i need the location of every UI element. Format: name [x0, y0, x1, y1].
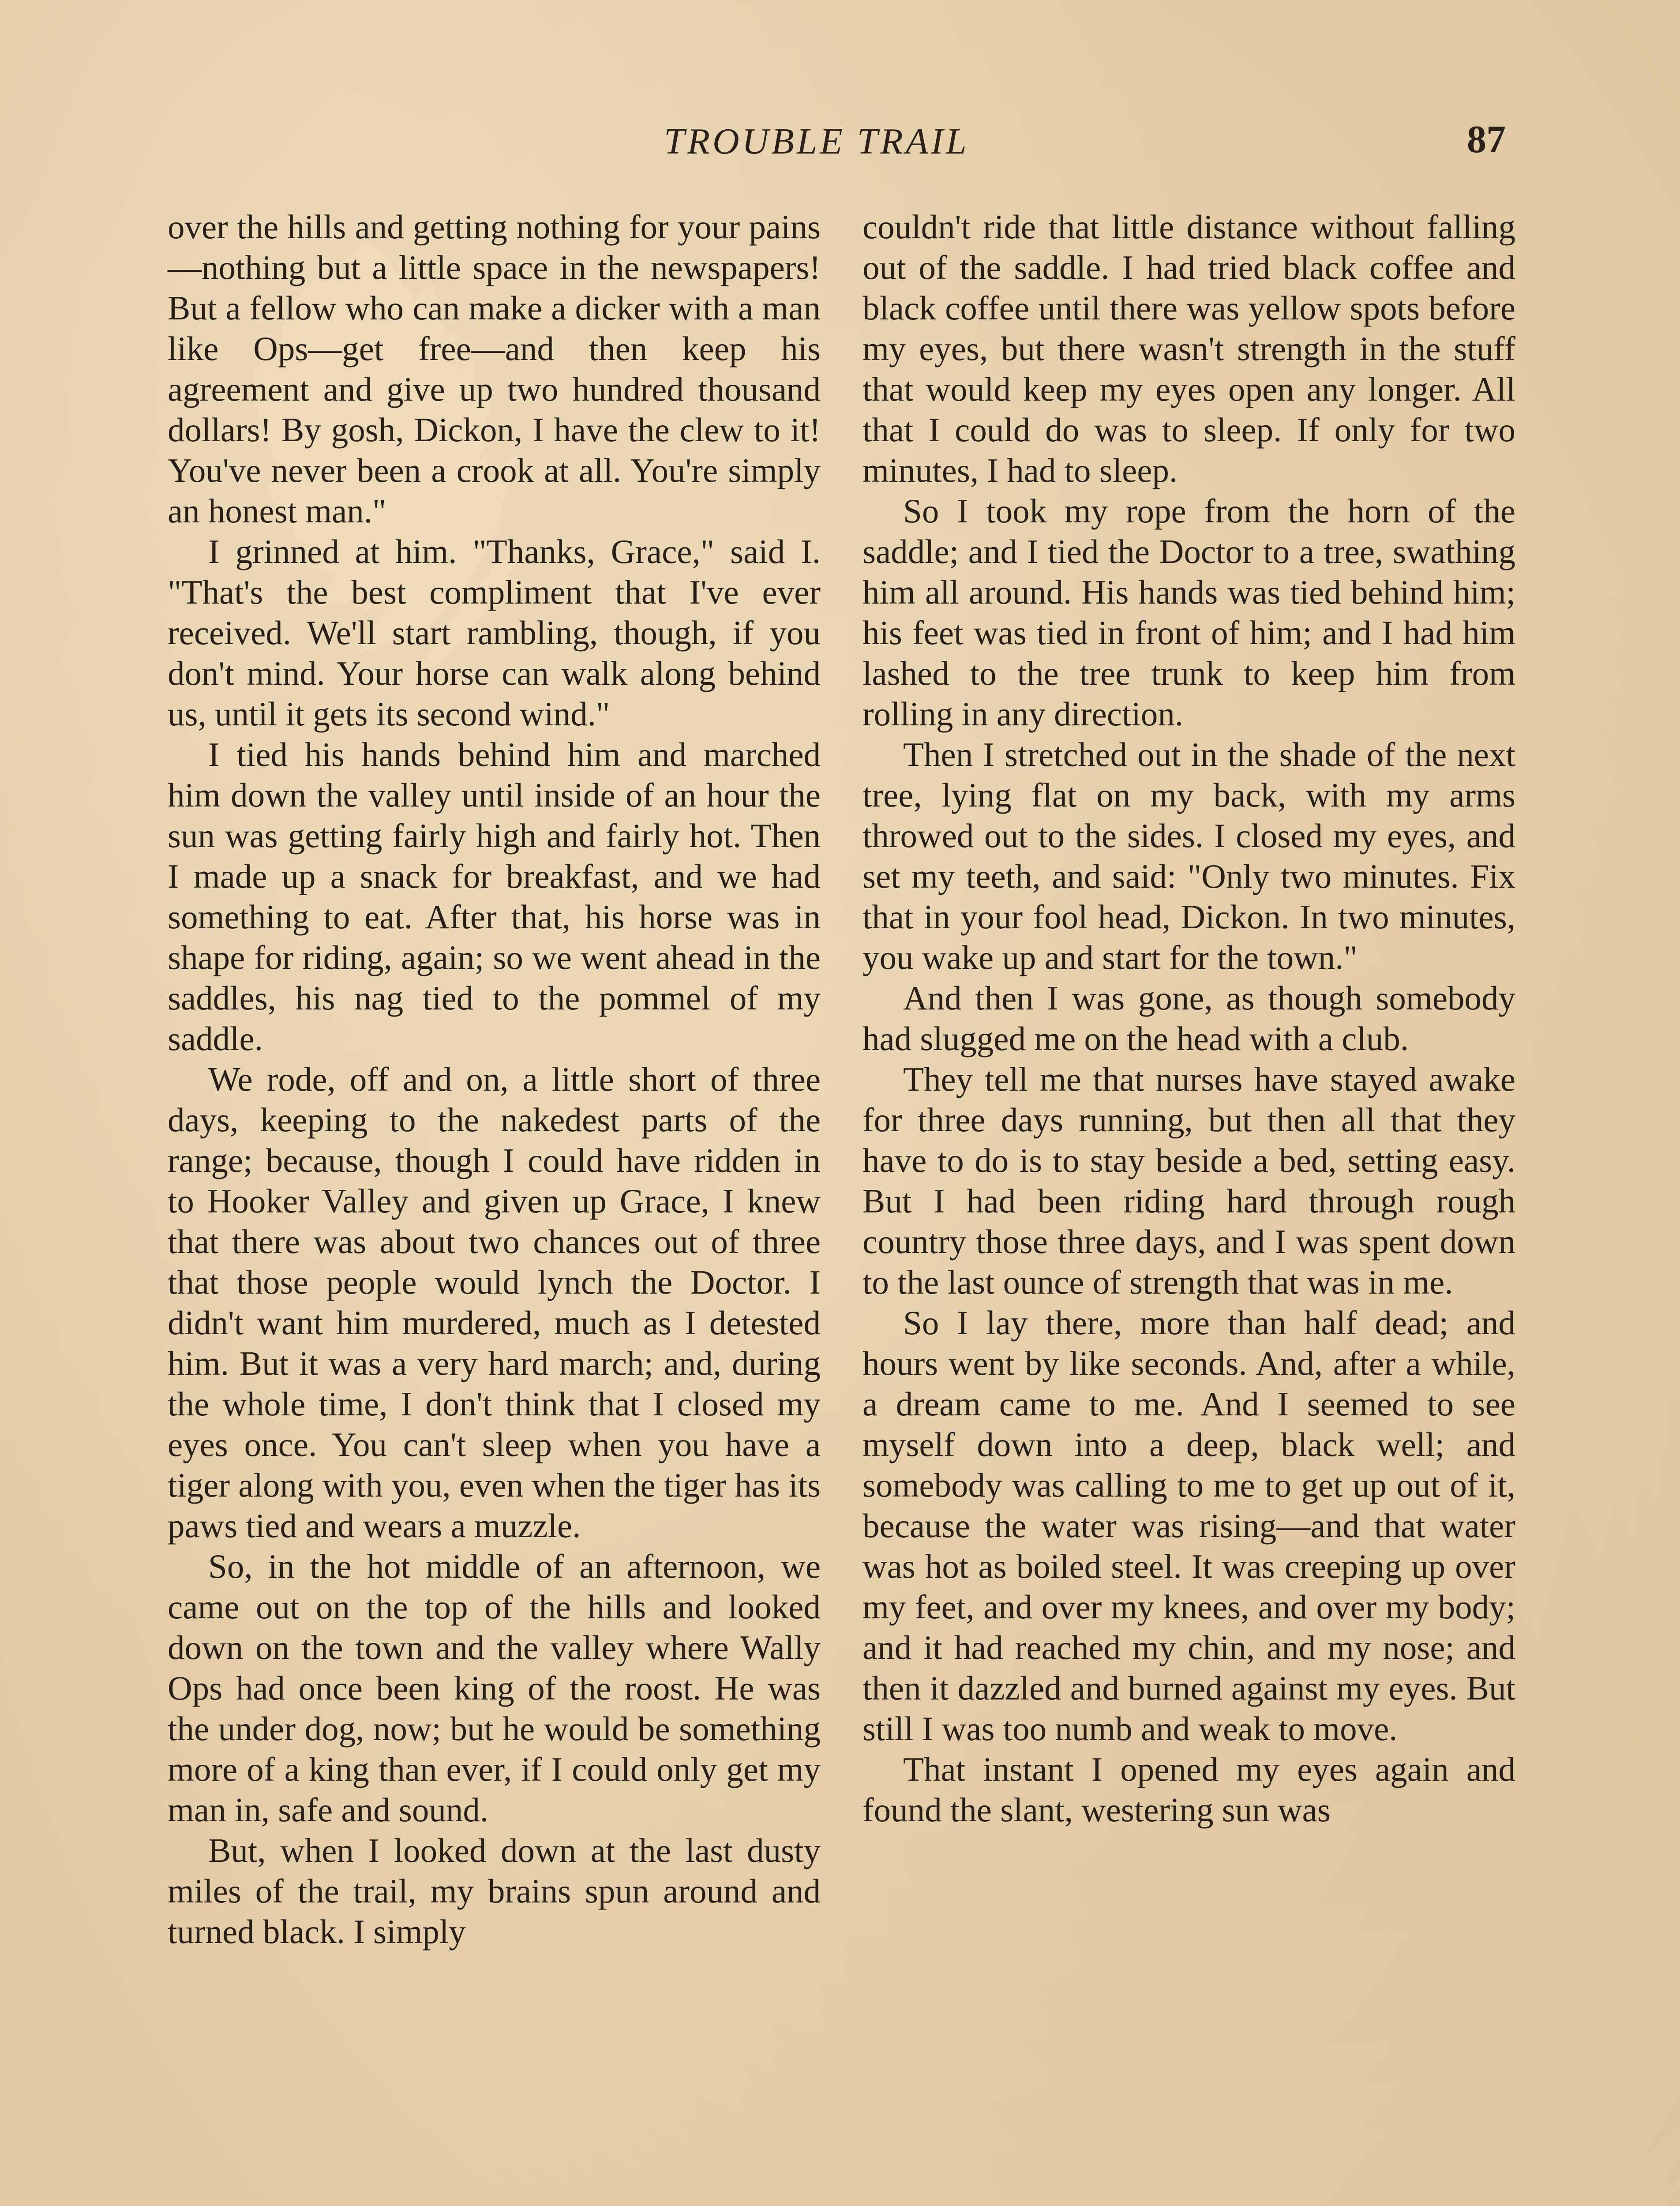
paragraph: couldn't ride that little distance without falling out of the saddle. I had tried black coffee and black coffee until there was yellow spots before my eyes, but there wasn't strength in the stuff that would keep my eyes open any longer. All that I could do was to sleep. If only for two minutes, I had to sleep. — [862, 208, 1515, 489]
paragraph: I grinned at him. "Thanks, Grace," said I. "That's the best compliment that I've ever received. We'll start rambling, though, if you don't mind. Your horse can walk along behind us, until it gets its second wind." — [168, 533, 821, 733]
paragraph: We rode, off and on, a little short of three days, keeping to the nakedest parts of the range; because, though I could have ridden in to Hooker Valley and given up Grace, I knew that there was about two chances out of three that those people would lynch the Doctor. I didn't want him murdered, much as I detested him. But it was a very hard march; and, during the whole time, I don't think that I closed my eyes once. You can't sleep when you have a tiger along with you, even when the tiger has its paws tied and wears a muzzle. — [168, 1060, 821, 1545]
paragraph: They tell me that nurses have stayed awake for three days running, but then all that they have to do is to stay beside a bed, setting easy. But I had been riding hard through rough country those three days, and I was spent down to the last ounce of strength that was in me. — [862, 1060, 1515, 1301]
running-title: TROUBLE TRAIL — [664, 121, 969, 162]
paragraph: Then I stretched out in the shade of the next tree, lying flat on my back, with my arms throwed out to the sides. I closed my eyes, and set my teeth, and said: "Only two minutes. Fix that in your fool head, Dickon. In two minutes, you wake up and start for the town." — [862, 735, 1515, 976]
page-number: 87 — [1467, 118, 1506, 161]
left-column — [168, 206, 821, 1952]
paragraph: over the hills and getting nothing for your pains—nothing but a little space in the newspapers! But a fellow who can make a dicker with a man like Ops—get free—and then keep his agreement and give up two hundred thousand dollars! By gosh, Dickon, I have the clew to it! You've never been a crook at all. You're simply an honest man." — [168, 208, 821, 530]
paragraph: So, in the hot middle of an afternoon, we came out on the top of the hills and looked down on the town and the valley where Wally Ops had once been king of the roost. He was the under dog, now; but he would be something more of a king than ever, if I could only get my man in, safe and sound. — [168, 1547, 821, 1829]
paragraph: And then I was gone, as though somebody had slugged me on the head with a club. — [862, 979, 1515, 1058]
paragraph: So I took my rope from the horn of the saddle; and I tied the Doctor to a tree, swathing him all around. His hands was tied behind him; his feet was tied in front of him; and I had him lashed to the tree trunk to keep him from rolling in any direction. — [862, 492, 1515, 733]
right-column — [862, 206, 1515, 1830]
paragraph: I tied his hands behind him and marched him down the valley until inside of an hour the sun was getting fairly high and fairly hot. Then I made up a snack for breakfast, and we had something to eat. After that, his horse was in shape for riding, again; so we went ahead in the saddles, his nag tied to the pommel of my saddle. — [168, 735, 821, 1058]
paragraph: But, when I looked down at the last dusty miles of the trail, my brains spun around and turned black. I simply — [168, 1831, 821, 1951]
paragraph: So I lay there, more than half dead; and hours went by like seconds. And, after a while, a dream came to me. And I seemed to see myself down into a deep, black well; and somebody was calling to me to get up out of it, because the water was rising—and that water was hot as boiled steel. It was creeping up over my feet, and over my knees, and over my body; and it had reached my chin, and my nose; and then it dazzled and burned against my eyes. But still I was too numb and weak to move. — [862, 1304, 1515, 1748]
paragraph: That instant I opened my eyes again and found the slant, westering sun was — [862, 1750, 1515, 1829]
